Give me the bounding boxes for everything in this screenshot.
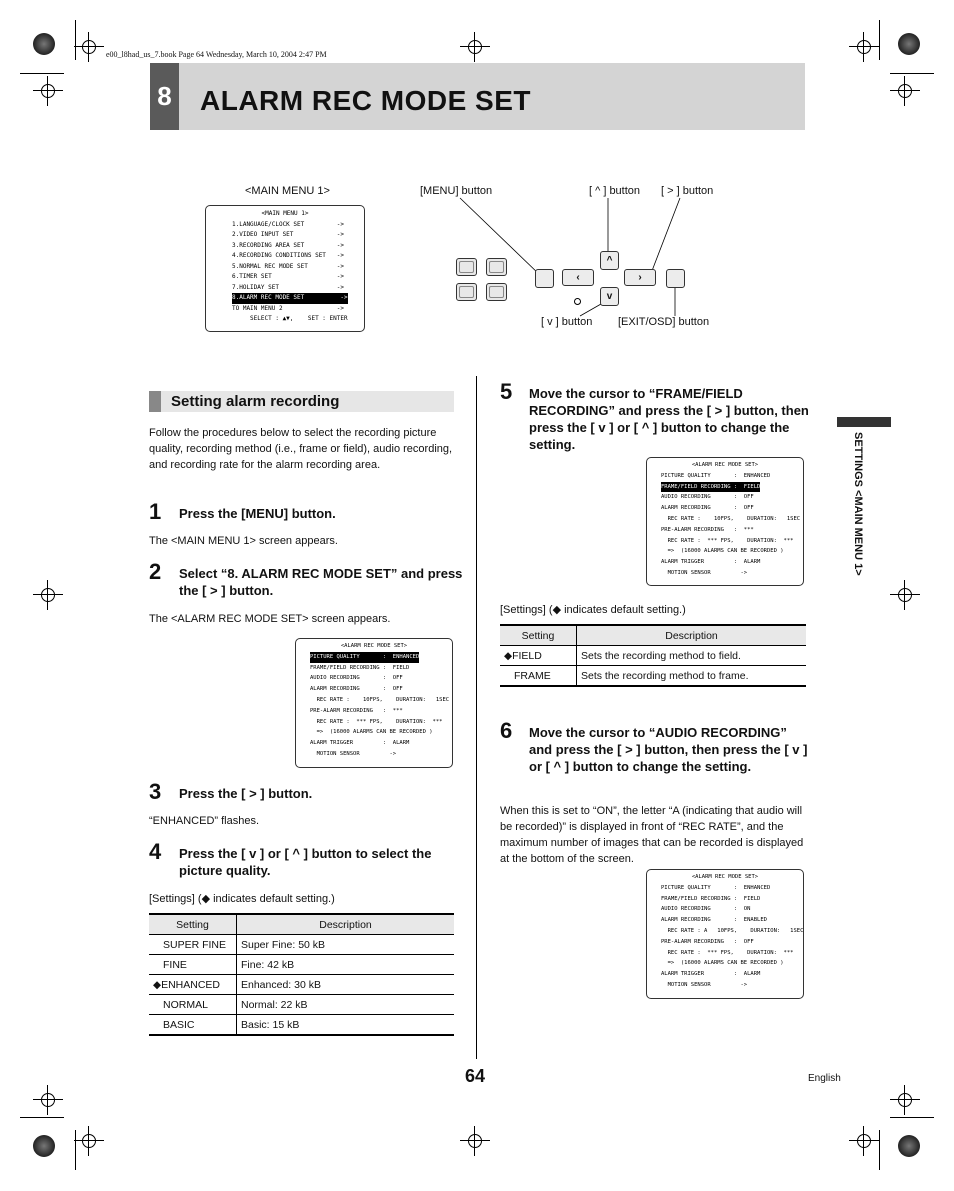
screen-line-highlighted: FRAME/FIELD RECORDING : FIELD [661, 482, 760, 493]
screen-line: AUDIO RECORDING : OFF [661, 494, 754, 501]
menu-button[interactable] [535, 269, 554, 288]
screen-line: REC RATE : *** FPS, DURATION: *** [661, 949, 794, 956]
registration-mark-icon [849, 1126, 879, 1156]
section-title: Setting alarm recording [171, 393, 340, 410]
screen-title: <MAIN MENU 1> [261, 210, 309, 217]
step-6-text: Move the cursor to “AUDIO RECORDING” and press the [ > ] button, then press the [ v ] or [ ^ ] button to change the setting. [529, 725, 808, 774]
screen-line: PRE-ALARM RECORDING : *** [310, 707, 403, 714]
exit-osd-button-caption: [EXIT/OSD] button [618, 316, 710, 328]
table-row [149, 935, 454, 955]
step-5-note: [Settings] (◆ indicates default setting.) [500, 604, 686, 616]
table-cell: ◆FIELD [500, 646, 577, 666]
up-button-caption: [ ^ ] button [589, 185, 641, 197]
screen-line: ALARM TRIGGER : ALARM [661, 559, 761, 566]
step-3-number: 3 [149, 779, 162, 804]
step-4-text: Press the [ v ] or [ ^ ] button to select the picture quality. [179, 846, 432, 878]
panel-key [486, 258, 507, 276]
menu-line: 4.RECORDING CONDITIONS SET -> [232, 252, 344, 259]
menu-line-highlighted: 8.ALARM REC MODE SET -> [232, 293, 348, 304]
table-cell: Sets the recording method to field. [577, 646, 807, 666]
intro-paragraph: Follow the procedures below to select the recording picture quality, recording method (i.e., frame or field), audio recording, and recording rate for the alarm recording area. [149, 427, 453, 471]
screen-line: MOTION SENSOR -> [661, 981, 748, 988]
step-1-number: 1 [149, 499, 162, 524]
screen-line: PRE-ALARM RECORDING : *** [661, 526, 754, 533]
table-header: Description [577, 625, 807, 646]
registration-mark-icon [33, 1085, 63, 1115]
screen-line-highlighted: PICTURE QUALITY : ENHANCED [310, 652, 419, 663]
table-cell: Super Fine: 50 kB [237, 935, 455, 955]
table-cell: Basic: 15 kB [237, 1015, 455, 1036]
side-tab-bar [837, 417, 891, 427]
step-1-text: Press the [MENU] button. [179, 506, 336, 521]
trim-mark [879, 1130, 880, 1170]
method-settings-table [500, 624, 806, 687]
exit-osd-button[interactable] [666, 269, 685, 288]
file-info: e00_l8had_us_7.book Page 64 Wednesday, March 10, 2004 2:47 PM [106, 50, 327, 59]
step-2-number: 2 [149, 559, 162, 584]
menu-line: 1.LANGUAGE/CLOCK SET -> [232, 220, 344, 228]
alarm-rec-mode-screen-3 [646, 869, 804, 999]
menu-line: 2.VIDEO INPUT SET -> [232, 231, 344, 238]
step-6-note: When this is set to “ON”, the letter “A (indicating that audio will be recorded)” is displayed in front of “REC RATE”, and the maximum number of images that can be recorded is displayed at the bottom of the screen. [500, 805, 804, 865]
printer-disc-icon [33, 1135, 55, 1157]
down-button[interactable]: v [600, 287, 619, 306]
trim-mark [75, 1130, 76, 1170]
table-cell: Fine: 42 kB [237, 955, 455, 975]
panel-key [456, 283, 477, 301]
table-row [500, 666, 806, 687]
table-row [149, 995, 454, 1015]
registration-mark-icon [890, 1085, 920, 1115]
step-5-number: 5 [500, 379, 513, 404]
printer-disc-icon [898, 1135, 920, 1157]
table-cell: NORMAL [149, 995, 237, 1015]
step-3-text: Press the [ > ] button. [179, 786, 313, 801]
main-menu-caption: <MAIN MENU 1> [245, 185, 330, 197]
chapter-title: ALARM REC MODE SET [200, 85, 531, 116]
screen-line: ALARM TRIGGER : ALARM [661, 971, 761, 978]
screen-title: <ALARM REC MODE SET> [691, 462, 759, 468]
screen-line: => (16000 ALARMS CAN BE RECORDED ) [310, 729, 433, 736]
registration-mark-icon [890, 580, 920, 610]
alarm-rec-mode-screen-2 [646, 457, 804, 586]
side-tab-label: SETTINGS <MAIN MENU 1> [852, 432, 864, 576]
menu-line: 7.HOLIDAY SET -> [232, 283, 344, 291]
screen-line: REC RATE : *** FPS, DURATION: *** [310, 718, 443, 725]
step-5-text: Move the cursor to “FRAME/FIELD RECORDING” and press the [ > ] button, then press the [ v ] or [ ^ ] button to change the setting. [529, 386, 809, 452]
screen-line: MOTION SENSOR -> [310, 750, 397, 757]
table-header: Setting [500, 625, 577, 646]
registration-mark-icon [33, 580, 63, 610]
step-4-note: [Settings] (◆ indicates default setting.) [149, 893, 335, 905]
screen-line: => (16000 ALARMS CAN BE RECORDED ) [661, 960, 784, 967]
table-cell: Sets the recording method to frame. [577, 666, 807, 687]
screen-line: FRAME/FIELD RECORDING : FIELD [310, 664, 410, 671]
column-divider [476, 376, 477, 1059]
section-heading [149, 391, 454, 412]
trim-mark [20, 1117, 64, 1118]
screen-line: ALARM RECORDING : OFF [310, 686, 403, 693]
screen-line: ALARM RECORDING : OFF [661, 505, 754, 512]
table-row [149, 1015, 454, 1036]
chapter-number: 8 [150, 63, 179, 130]
screen-line: => (16000 ALARMS CAN BE RECORDED ) [661, 548, 784, 555]
table-header: Description [237, 914, 455, 935]
down-button-caption: [ v ] button [541, 316, 593, 328]
table-cell: ◆ENHANCED [149, 975, 237, 995]
screen-line: ALARM TRIGGER : ALARM [310, 740, 410, 747]
quality-settings-table [149, 913, 454, 1036]
table-cell: FINE [149, 955, 237, 975]
screen-line: PRE-ALARM RECORDING : OFF [661, 938, 754, 945]
table-header: Setting [149, 914, 237, 935]
screen-line: REC RATE : 10FPS, DURATION: 1SEC [661, 515, 801, 522]
screen-line: AUDIO RECORDING : OFF [310, 675, 403, 682]
table-row [149, 975, 454, 995]
registration-mark-icon [460, 1126, 490, 1156]
step-6-number: 6 [500, 718, 513, 743]
language-label: English [808, 1073, 841, 1084]
leader-lines [0, 0, 954, 400]
right-button[interactable]: › [624, 269, 656, 286]
screen-title: <ALARM REC MODE SET> [340, 643, 408, 649]
menu-line: SELECT : ▲▼, SET : ENTER [232, 315, 348, 322]
menu-line: 3.RECORDING AREA SET -> [232, 241, 344, 249]
step-4-number: 4 [149, 839, 162, 864]
step-2-text: Select “8. ALARM REC MODE SET” and press the [ > ] button. [179, 566, 463, 598]
table-cell: SUPER FINE [149, 935, 237, 955]
up-button[interactable]: ^ [600, 251, 619, 270]
menu-button-caption: [MENU] button [420, 185, 493, 197]
screen-line: ALARM RECORDING : ENABLED [661, 917, 767, 924]
table-row [500, 646, 806, 666]
panel-key [486, 283, 507, 301]
menu-line: 6.TIMER SET -> [232, 273, 344, 280]
screen-line: REC RATE : A 10FPS, DURATION: 1SEC [661, 927, 804, 934]
alarm-rec-mode-screen-1 [295, 638, 453, 768]
step-2-note: The <ALARM REC MODE SET> screen appears. [149, 613, 391, 625]
screen-line: REC RATE : *** FPS, DURATION: *** [661, 537, 794, 544]
screen-line: PICTURE QUALITY : ENHANCED [661, 472, 771, 479]
screen-title: <ALARM REC MODE SET> [691, 874, 759, 880]
table-cell: FRAME [500, 666, 577, 687]
registration-mark-icon [74, 1126, 104, 1156]
table-cell: Normal: 22 kB [237, 995, 455, 1015]
trim-mark [890, 1117, 934, 1118]
screen-line: FRAME/FIELD RECORDING : FIELD [661, 895, 761, 902]
menu-line: 5.NORMAL REC MODE SET -> [232, 262, 344, 270]
step-3-note: “ENHANCED” flashes. [149, 815, 260, 827]
table-cell: BASIC [149, 1015, 237, 1036]
panel-key [456, 258, 477, 276]
menu-line: TO MAIN MENU 2 -> [232, 304, 344, 312]
indicator-led-icon [574, 298, 581, 305]
screen-line: REC RATE : 10FPS, DURATION: 1SEC [310, 696, 450, 703]
step-1-note: The <MAIN MENU 1> screen appears. [149, 535, 338, 547]
table-row [149, 955, 454, 975]
table-cell: Enhanced: 30 kB [237, 975, 455, 995]
screen-line: PICTURE QUALITY : ENHANCED [661, 884, 771, 891]
page-number: 64 [465, 1066, 486, 1086]
screen-line: MOTION SENSOR -> [661, 569, 748, 576]
left-button[interactable]: ‹ [562, 269, 594, 286]
right-button-caption: [ > ] button [661, 185, 714, 197]
screen-line: AUDIO RECORDING : ON [661, 906, 751, 913]
